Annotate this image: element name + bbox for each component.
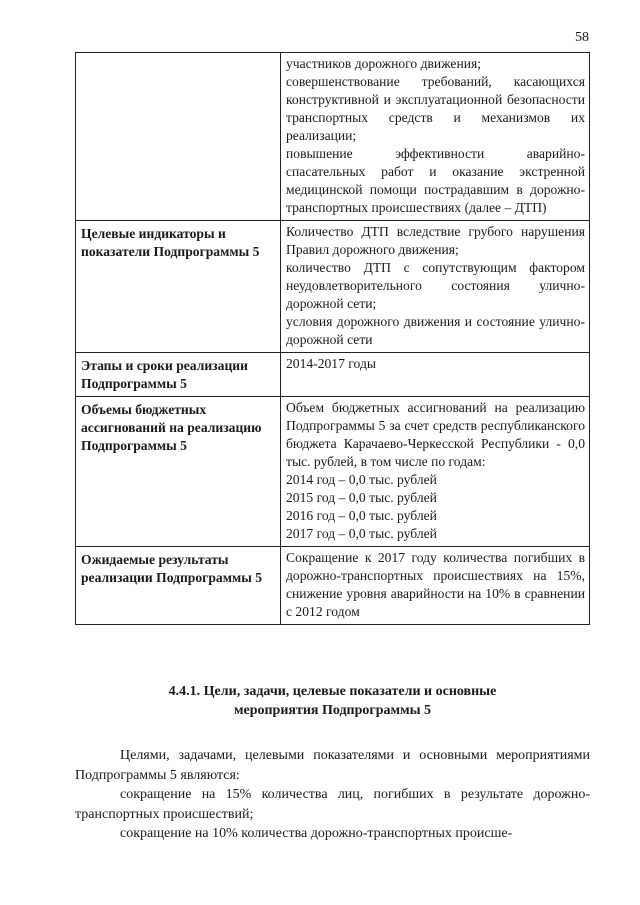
row-value [281, 397, 590, 547]
row-value [281, 547, 590, 625]
value-line: повышение эффективности аварийно-спасательных работ и оказание экстренной медицинской помощи пострадавшим в дорожно-транспортных происшествиях (далее – ДТП) [286, 146, 585, 215]
table-row [76, 397, 590, 547]
table-row [76, 547, 590, 625]
row-label: Ожидаемые результаты реализации Подпрограммы 5 [76, 547, 281, 625]
body-paragraph: сокращение на 10% количества дорожно-транспортных происше- [120, 826, 513, 841]
row-label: Этапы и сроки реализации Подпрограммы 5 [76, 353, 281, 397]
page-number: 58 [575, 30, 589, 45]
value-line: 2014-2017 годы [286, 356, 376, 371]
row-value [281, 353, 590, 397]
value-line: 2017 год – 0,0 тыс. рублей [286, 526, 437, 541]
value-line: Сокращение к 2017 году количества погибших в дорожно-транспортных происшествиях на 15%, снижение уровня аварийности на 10% в сравнении с 2012 годом [286, 550, 585, 619]
row-label [76, 53, 281, 221]
value-line: 2015 год – 0,0 тыс. рублей [286, 490, 437, 505]
body-paragraph: Целями, задачами, целевыми показателями и основными мероприятиями Подпрограммы 5 являются: [75, 748, 590, 783]
value-line: 2016 год – 0,0 тыс. рублей [286, 508, 437, 523]
row-value [281, 53, 590, 221]
section-body [75, 746, 590, 844]
table-row [76, 221, 590, 353]
section-heading-line: мероприятия Подпрограммы 5 [233, 703, 432, 718]
row-value [281, 221, 590, 353]
body-paragraph: сокращение на 15% количества лиц, погибших в результате дорожно-транспортных происшествий; [75, 787, 590, 822]
value-line: количество ДТП с сопутствующим фактором неудовлетворительного состояния улично-дорожной сети; [286, 260, 585, 311]
table-row [76, 353, 590, 397]
value-line: Объем бюджетных ассигнований на реализацию Подпрограммы 5 за счет средств республиканского бюджета Карачаево-Черкесской Республики - 0,0 тыс. рублей, в том числе по годам: [286, 400, 585, 469]
row-label: Целевые индикаторы и показатели Подпрограммы 5 [76, 221, 281, 353]
subprogram-passport-table [75, 52, 590, 625]
value-line: участников дорожного движения; [286, 56, 482, 71]
value-line: Количество ДТП вследствие грубого нарушения Правил дорожного движения; [286, 224, 585, 257]
value-line: 2014 год – 0,0 тыс. рублей [286, 472, 437, 487]
section-heading-line: 4.4.1. Цели, задачи, целевые показатели и основные [168, 684, 497, 699]
section-heading [75, 682, 590, 720]
row-label: Объемы бюджетных ассигнований на реализацию Подпрограммы 5 [76, 397, 281, 547]
value-line: совершенствование требований, касающихся конструктивной и эксплуатационной безопасности транспортных средств и механизмов их реализации; [286, 74, 585, 143]
value-line: условия дорожного движения и состояние улично-дорожной сети [286, 314, 585, 347]
table-row [76, 53, 590, 221]
